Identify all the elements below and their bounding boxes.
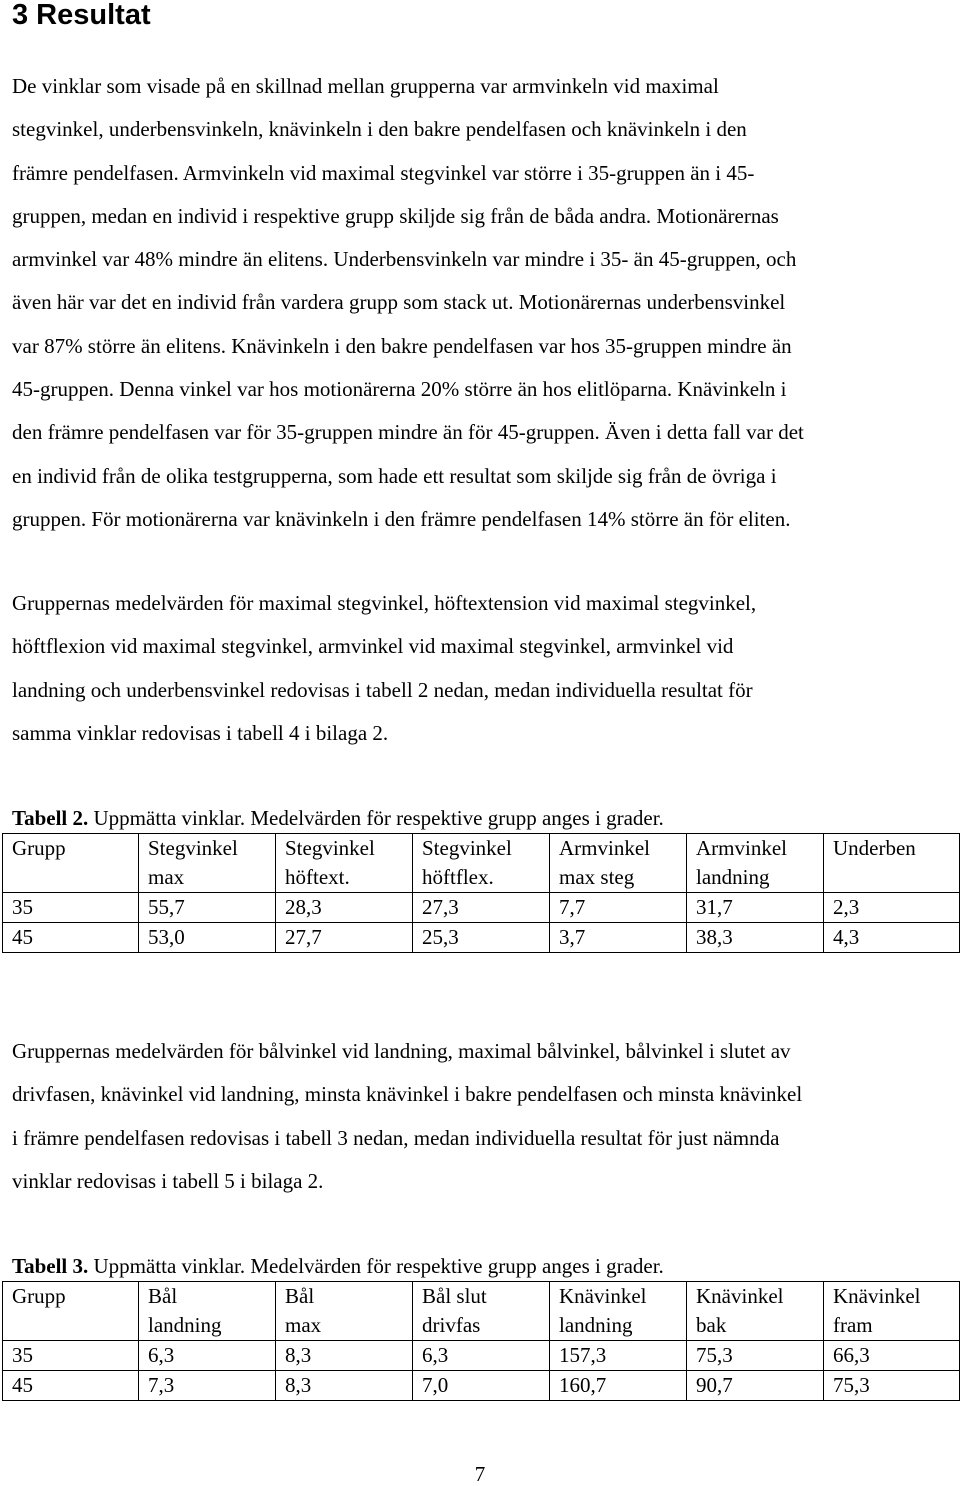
table-header-cell: Bål max xyxy=(276,1282,413,1341)
text-line: höftflexion vid maximal stegvinkel, armvinkel vid maximal stegvinkel, armvinkel vid xyxy=(12,634,734,659)
table-row xyxy=(3,1371,960,1401)
text-line: även här var det en individ från vardera grupp som stack ut. Motionärernas underbensvinkel xyxy=(12,290,786,315)
table-cell: 6,3 xyxy=(139,1341,276,1371)
table-cell: 8,3 xyxy=(276,1371,413,1401)
table-cell: 27,7 xyxy=(276,923,413,953)
table-cell: 3,7 xyxy=(550,923,687,953)
table-header-cell: Knävinkel fram xyxy=(824,1282,960,1341)
table-cell: 25,3 xyxy=(413,923,550,953)
table3 xyxy=(2,1281,960,1401)
table-header-cell: Bål landning xyxy=(139,1282,276,1341)
section-heading: 3 Resultat xyxy=(12,0,151,31)
table2-caption xyxy=(12,806,664,830)
table2-caption-text: Uppmätta vinklar. Medelvärden för respektive grupp anges i grader. xyxy=(88,806,664,830)
table2 xyxy=(2,833,960,953)
table-cell: 4,3 xyxy=(824,923,960,953)
table3-caption-text: Uppmätta vinklar. Medelvärden för respektive grupp anges i grader. xyxy=(88,1254,664,1278)
table-row xyxy=(3,923,960,953)
table-header-row xyxy=(3,834,960,893)
text-line: var 87% större än elitens. Knävinkeln i den bakre pendelfasen var hos 35-gruppen mindre än xyxy=(12,333,792,358)
text-line: samma vinklar redovisas i tabell 4 i bilaga 2. xyxy=(12,720,389,745)
table-cell: 45 xyxy=(3,1371,139,1401)
table-cell: 55,7 xyxy=(139,893,276,923)
table-cell: 66,3 xyxy=(824,1341,960,1371)
table2-intro-paragraph xyxy=(12,582,957,755)
table-cell: 35 xyxy=(3,1341,139,1371)
table-cell: 2,3 xyxy=(824,893,960,923)
table-cell: 28,3 xyxy=(276,893,413,923)
table-row xyxy=(3,893,960,923)
table-header-cell: Stegvinkel max xyxy=(139,834,276,893)
text-line: Gruppernas medelvärden för bålvinkel vid landning, maximal bålvinkel, bålvinkel i slutet av xyxy=(12,1039,791,1063)
table-header-cell: Underben xyxy=(824,834,960,893)
table-cell: 75,3 xyxy=(687,1341,824,1371)
table-cell: 31,7 xyxy=(687,893,824,923)
text-line: i främre pendelfasen redovisas i tabell 3 nedan, medan individuella resultat för just nämnda xyxy=(12,1125,780,1150)
table-header-cell: Knävinkel bak xyxy=(687,1282,824,1341)
table-header-cell: Armvinkel max steg xyxy=(550,834,687,893)
text-line: De vinklar som visade på en skillnad mellan grupperna var armvinkeln vid maximal xyxy=(12,74,719,98)
table-header-cell: Stegvinkel höftext. xyxy=(276,834,413,893)
table-header-cell: Grupp xyxy=(3,1282,139,1341)
table-header-row xyxy=(3,1282,960,1341)
table-cell: 45 xyxy=(3,923,139,953)
table-cell: 8,3 xyxy=(276,1341,413,1371)
table-cell: 160,7 xyxy=(550,1371,687,1401)
text-line: Gruppernas medelvärden för maximal stegvinkel, höftextension vid maximal stegvinkel, xyxy=(12,591,757,615)
table-cell: 157,3 xyxy=(550,1341,687,1371)
table-cell: 7,7 xyxy=(550,893,687,923)
table-cell: 7,3 xyxy=(139,1371,276,1401)
table-header-cell: Grupp xyxy=(3,834,139,893)
table2-caption-label: Tabell 2. xyxy=(12,806,89,830)
table-header-cell: Bål slut drivfas xyxy=(413,1282,550,1341)
table-cell: 38,3 xyxy=(687,923,824,953)
table3-caption xyxy=(12,1254,664,1278)
table-row xyxy=(3,1341,960,1371)
table-cell: 27,3 xyxy=(413,893,550,923)
table3-intro-paragraph xyxy=(12,1030,957,1203)
text-line: 45-gruppen. Denna vinkel var hos motionärerna 20% större än hos elitlöparna. Knävinkeln i xyxy=(12,377,787,402)
text-line: främre pendelfasen. Armvinkeln vid maximal stegvinkel var större i 35-gruppen än i 45- xyxy=(12,160,755,185)
text-line: en individ från de olika testgrupperna, som hade ett resultat som skiljde sig från de övriga i xyxy=(12,463,777,488)
table-cell: 75,3 xyxy=(824,1371,960,1401)
table-cell: 7,0 xyxy=(413,1371,550,1401)
text-line: gruppen. För motionärerna var knävinkeln i den främre pendelfasen 14% större än för eliten. xyxy=(12,506,791,531)
table-header-cell: Stegvinkel höftflex. xyxy=(413,834,550,893)
table-header-cell: Armvinkel landning xyxy=(687,834,824,893)
table-header-cell: Knävinkel landning xyxy=(550,1282,687,1341)
text-line: armvinkel var 48% mindre än elitens. Underbensvinkeln var mindre i 35- än 45-gruppen, och xyxy=(12,247,797,272)
page-number: 7 xyxy=(474,1462,486,1486)
table-cell: 53,0 xyxy=(139,923,276,953)
results-paragraph xyxy=(12,65,957,541)
table-cell: 6,3 xyxy=(413,1341,550,1371)
text-line: stegvinkel, underbensvinkeln, knävinkeln i den bakre pendelfasen och knävinkeln i den xyxy=(12,117,747,142)
text-line: drivfasen, knävinkel vid landning, minsta knävinkel i bakre pendelfasen och minsta knävinkel xyxy=(12,1082,803,1107)
table-cell: 35 xyxy=(3,893,139,923)
table-cell: 90,7 xyxy=(687,1371,824,1401)
table3-caption-label: Tabell 3. xyxy=(12,1254,89,1278)
text-line: gruppen, medan en individ i respektive grupp skiljde sig från de båda andra. Motionärernas xyxy=(12,203,779,228)
text-line: vinklar redovisas i tabell 5 i bilaga 2. xyxy=(12,1168,324,1193)
text-line: landning och underbensvinkel redovisas i tabell 2 nedan, medan individuella resultat för xyxy=(12,677,753,702)
text-line: den främre pendelfasen var för 35-gruppen mindre än för 45-gruppen. Även i detta fall var det xyxy=(12,420,804,445)
